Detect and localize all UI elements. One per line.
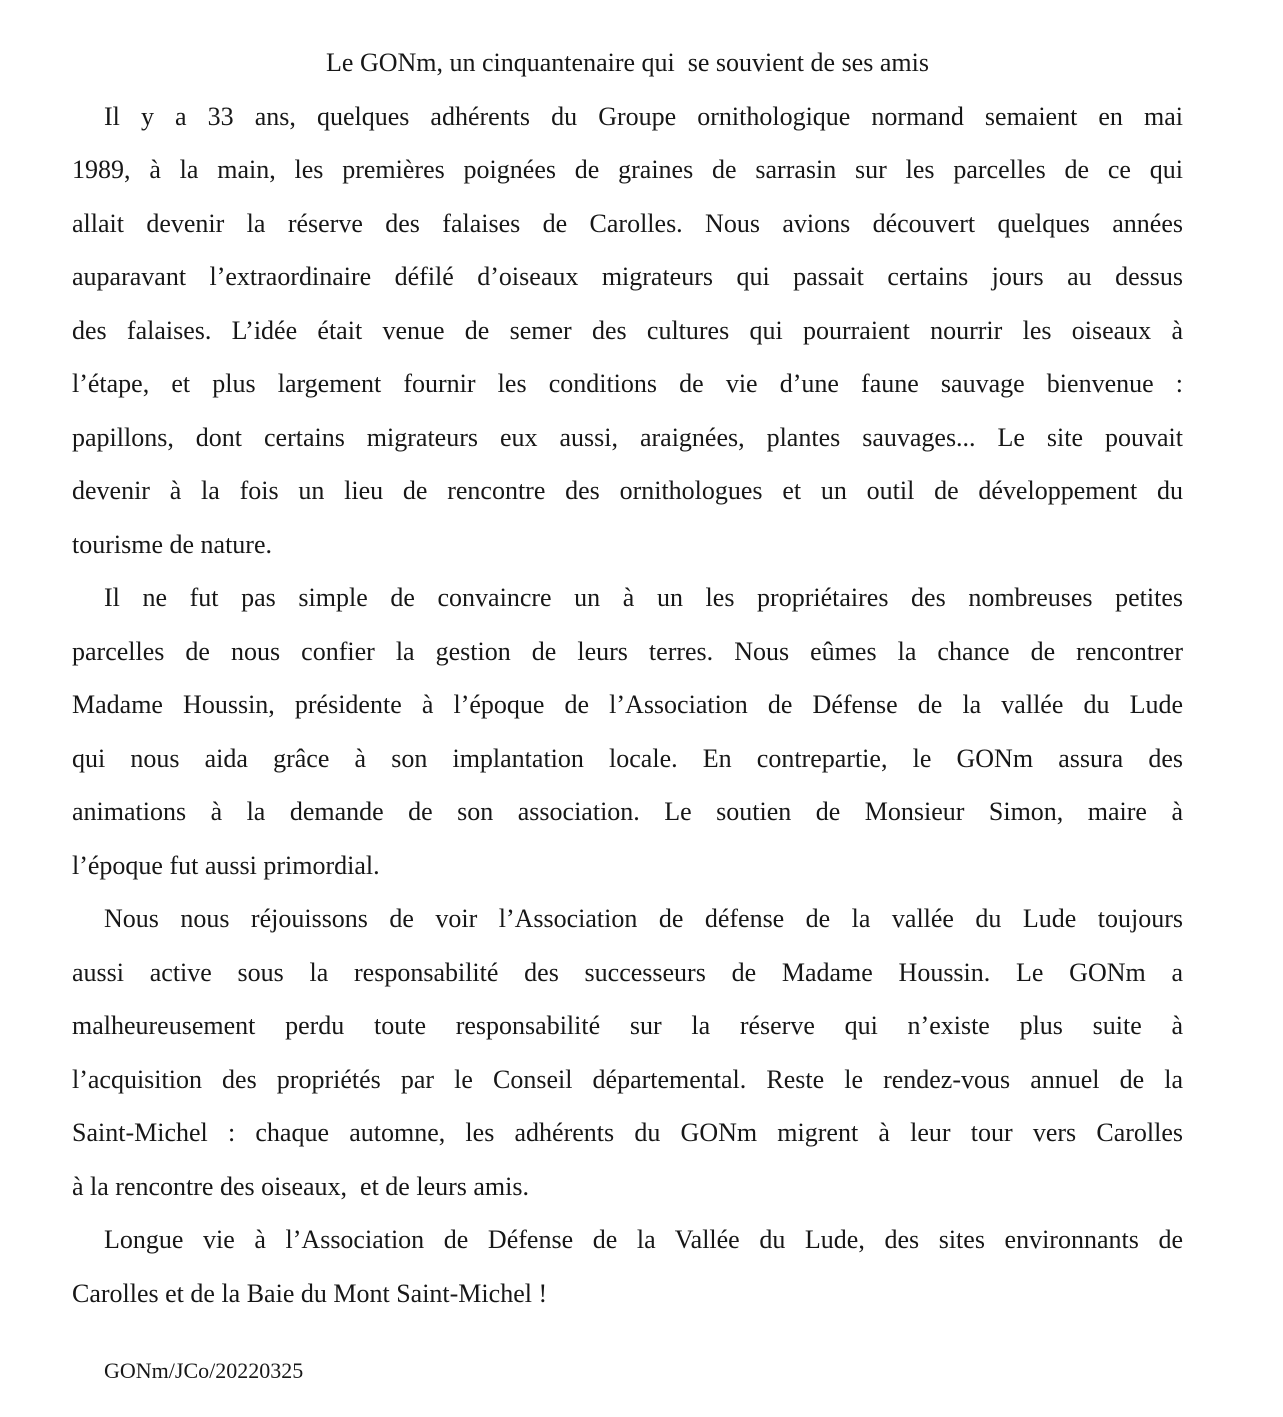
text-line: animations à la demande de son association. Le soutien de Monsieur Simon, maire à <box>72 797 1183 826</box>
paragraphs <box>72 90 1183 1321</box>
text-line: à la rencontre des oiseaux, et de leurs amis. <box>72 1171 529 1201</box>
text-line: l’époque fut aussi primordial. <box>72 850 380 880</box>
text-line: Il ne fut pas simple de convaincre un à un les propriétaires des nombreuses petites <box>104 583 1183 612</box>
text-line: allait devenir la réserve des falaises de Carolles. Nous avions découvert quelques années <box>72 208 1183 238</box>
paragraph <box>72 1213 1183 1320</box>
text-line: Saint-Michel : chaque automne, les adhérents du GONm migrent à leur tour vers Carolles <box>72 1118 1183 1147</box>
text-line: Longue vie à l’Association de Défense de la Vallée du Lude, des sites environnants de <box>104 1225 1183 1254</box>
text-line: 1989, à la main, les premières poignées de graines de sarrasin sur les parcelles de ce qui <box>72 155 1183 184</box>
paragraph <box>72 571 1183 892</box>
text-line: Carolles et de la Baie du Mont Saint-Michel ! <box>72 1278 548 1308</box>
text-line: l’étape, et plus largement fournir les conditions de vie d’une faune sauvage bienvenue : <box>72 369 1183 398</box>
document-title: Le GONm, un cinquantenaire qui se souvient de ses amis <box>326 48 929 77</box>
text-line: l’acquisition des propriétés par le Conseil départemental. Reste le rendez-vous annuel de la <box>72 1064 1183 1094</box>
text-line: aussi active sous la responsabilité des successeurs de Madame Houssin. Le GONm a <box>72 957 1183 987</box>
document-content <box>72 36 1183 1320</box>
text-line: des falaises. L’idée était venue de semer des cultures qui pourraient nourrir les oiseaux à <box>72 315 1183 345</box>
paragraph <box>72 90 1183 572</box>
text-line: qui nous aida grâce à son implantation locale. En contrepartie, le GONm assura des <box>72 743 1183 773</box>
document-footer: GONm/JCo/20220325 <box>104 1358 304 1383</box>
text-line: devenir à la fois un lieu de rencontre des ornithologues et un outil de développement du <box>72 476 1183 505</box>
paragraph <box>72 892 1183 1213</box>
text-line: parcelles de nous confier la gestion de leurs terres. Nous eûmes la chance de rencontrer <box>72 636 1183 666</box>
text-line: auparavant l’extraordinaire défilé d’oiseaux migrateurs qui passait certains jours au dessus <box>72 262 1183 291</box>
text-line: Madame Houssin, présidente à l’époque de l’Association de Défense de la vallée du Lude <box>72 690 1183 719</box>
text-line: Il y a 33 ans, quelques adhérents du Groupe ornithologique normand semaient en mai <box>104 101 1183 131</box>
text-line: malheureusement perdu toute responsabilité sur la réserve qui n’existe plus suite à <box>72 1011 1183 1040</box>
text-line: tourisme de nature. <box>72 529 272 559</box>
text-line: Nous nous réjouissons de voir l’Association de défense de la vallée du Lude toujours <box>104 904 1183 933</box>
text-line: papillons, dont certains migrateurs eux aussi, araignées, plantes sauvages... Le site pouvait <box>72 422 1183 452</box>
